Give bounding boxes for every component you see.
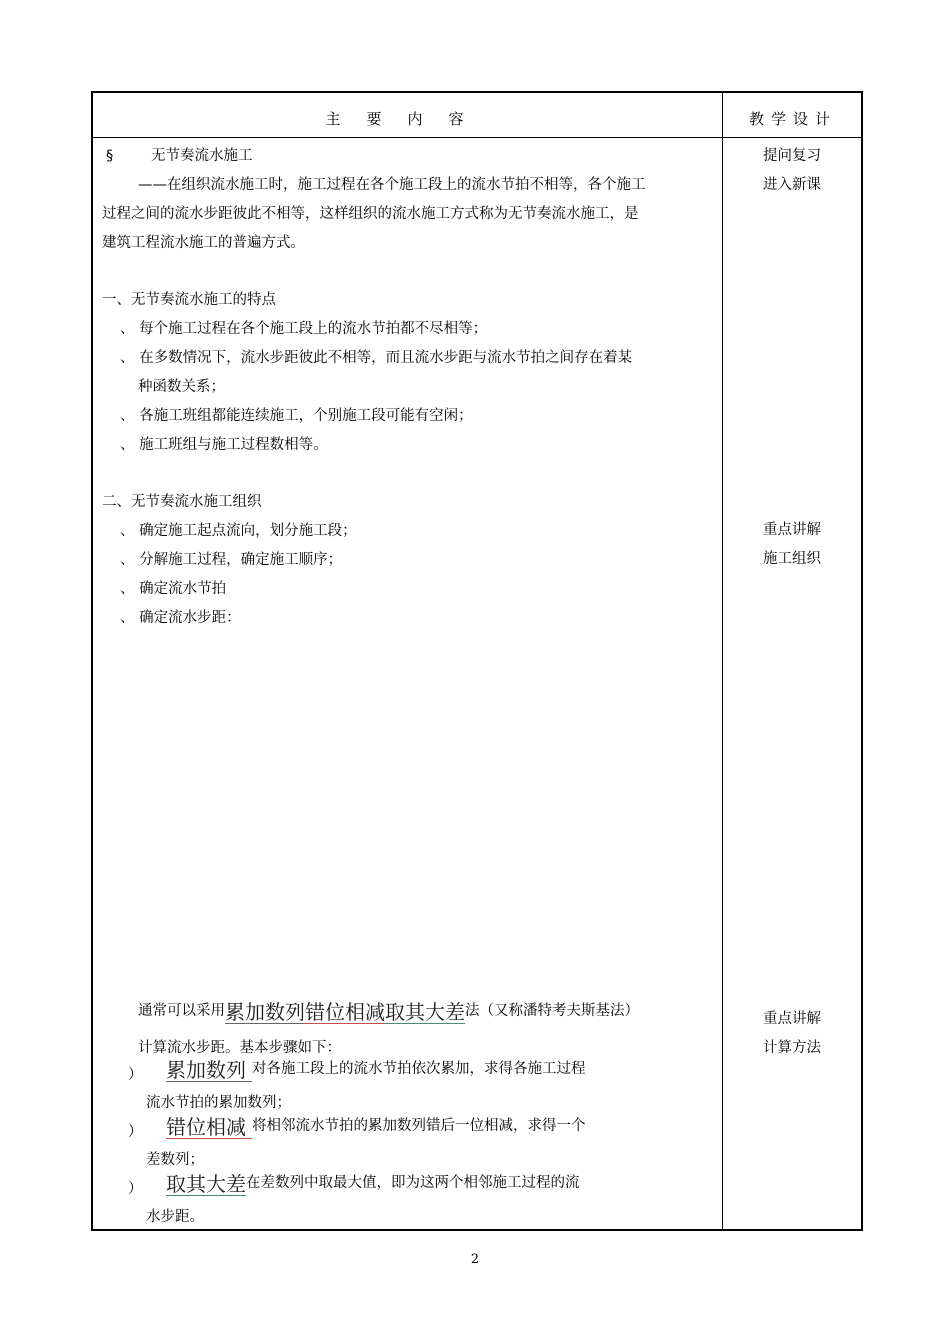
section-symbol: § <box>106 148 114 164</box>
section-heading: 一、无节奏流水施工的特点 <box>102 292 276 308</box>
step-continuation: 流水节拍的累加数列； <box>146 1095 291 1111</box>
side-note: 施工组织 <box>763 551 821 567</box>
handwritten-term: 错位相减 <box>166 1116 252 1139</box>
step-text: 对各施工段上的流水节拍依次累加，求得各施工过程 <box>252 1061 586 1077</box>
column-divider <box>722 91 723 1231</box>
intro-line: ——在组织流水施工时，施工过程在各个施工段上的流水节拍不相等，各个施工 <box>138 177 646 193</box>
list-item: 、 每个施工过程在各个施工段上的流水节拍都不尽相等； <box>120 321 488 337</box>
side-note: 提问复习 <box>763 148 821 164</box>
side-note: 计算方法 <box>763 1040 821 1056</box>
intro-line: 过程之间的流水步距彼此不相等，这样组织的流水施工方式称为无节奏流水施工，是 <box>102 206 639 222</box>
list-item: 、 确定流水节拍 <box>120 581 227 597</box>
intro-line: 建筑工程流水施工的普遍方式。 <box>102 235 305 251</box>
side-note: 进入新课 <box>763 177 821 193</box>
header-main-content: 主要内容 <box>325 110 490 128</box>
list-item: 、 分解施工过程，确定施工顺序； <box>120 552 343 568</box>
step-line <box>166 1113 586 1139</box>
handwritten-term: 累加数列 <box>225 1000 305 1024</box>
list-item: 、 确定流水步距： <box>120 610 241 626</box>
method-intro-line: 计算流水步距。基本步骤如下： <box>138 1040 341 1056</box>
list-item: 、 在多数情况下，流水步距彼此不相等，而且流水步距与流水节拍之间存在着某 <box>120 350 633 366</box>
handwritten-term: 错位相减 <box>305 1000 385 1024</box>
list-item-continuation: 种函数关系； <box>138 379 225 395</box>
list-item: 、 各施工班组都能连续施工，个别施工段可能有空闲； <box>120 408 473 424</box>
list-item: 、 施工班组与施工过程数相等。 <box>120 437 328 453</box>
header-divider <box>91 137 863 138</box>
side-note: 重点讲解 <box>763 1011 821 1027</box>
handwritten-term: 累加数列 <box>166 1059 252 1082</box>
step-text: 将相邻流水节拍的累加数列错后一位相减，求得一个 <box>252 1118 586 1134</box>
section-heading: 二、无节奏流水施工组织 <box>102 494 262 510</box>
step-line <box>166 1170 580 1196</box>
handwritten-term: 取其大差 <box>166 1172 246 1196</box>
step-text: 在差数列中取最大值，即为这两个相邻施工过程的流 <box>246 1175 580 1191</box>
header-teaching-design: 教学设计 <box>748 110 837 128</box>
step-marker: ） <box>128 1067 143 1083</box>
handwritten-term: 取其大差 <box>385 1000 465 1024</box>
step-continuation: 水步距。 <box>146 1209 204 1225</box>
side-note: 重点讲解 <box>763 522 821 538</box>
step-marker: ） <box>128 1181 143 1197</box>
page-number: 2 <box>470 1252 480 1267</box>
step-continuation: 差数列； <box>146 1152 204 1168</box>
method-intro-prefix: 通常可以采用 <box>138 1003 225 1019</box>
method-intro <box>138 998 639 1024</box>
list-item: 、 确定施工起点流向，划分施工段； <box>120 523 357 539</box>
method-intro-suffix: 法（又称潘特考夫斯基法） <box>465 1003 639 1019</box>
step-line <box>166 1056 586 1082</box>
intro-title: 无节奏流水施工 <box>151 148 253 164</box>
step-marker: ） <box>128 1124 143 1140</box>
